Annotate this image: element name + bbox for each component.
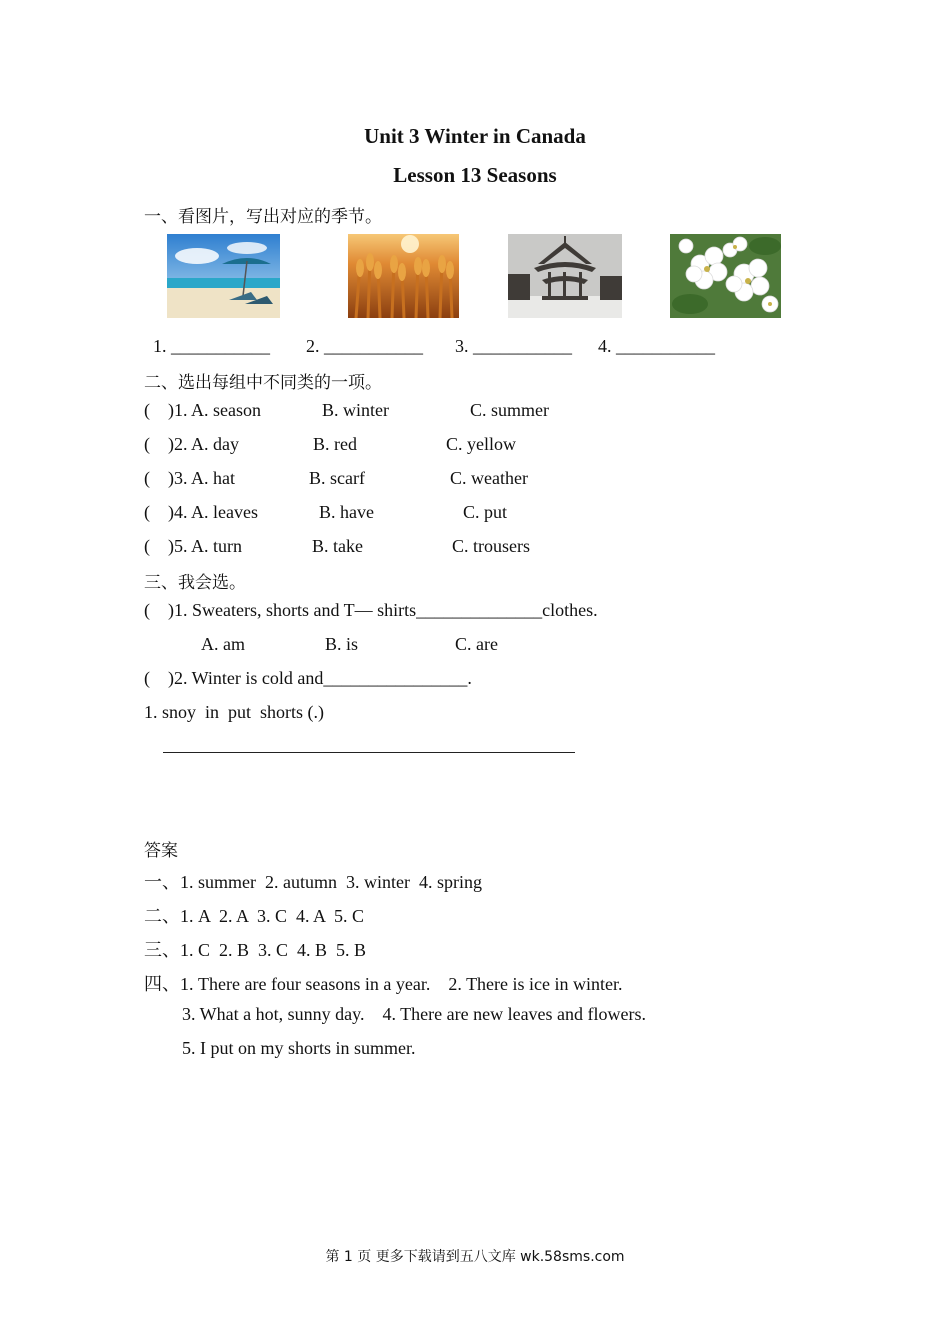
lesson-title: Lesson 13 Seasons [393,163,557,187]
q2-3-a: ( )3. A. hat [144,468,235,488]
answer-line-6: 5. I put on my shorts in summer. [182,1038,416,1058]
beach-umbrella-icon [167,234,280,318]
q3-1: ( )1. Sweaters, shorts and T— shirts______________clothes. [144,600,598,620]
q2-5-b: B. take [312,536,363,556]
wheat-field-icon [348,234,459,318]
q2-1-a: ( )1. A. season [144,400,261,420]
section1-heading: 一、看图片，写出对应的季节。 [144,207,382,227]
q2-3-c: C. weather [450,468,528,488]
q2-5-c: C. trousers [452,536,530,556]
answer-line [163,752,575,753]
q2-5-a: ( )5. A. turn [144,536,242,556]
answer-line-3: 三、1. C 2. B 3. C 4. B 5. B [144,940,367,960]
blank-2: 2. ___________ [306,336,423,356]
white-blossom-icon [670,234,781,318]
blank-3: 3. ___________ [455,336,572,356]
page-footer: 第 1 页 更多下载请到五八文库 wk.58sms.com [325,1249,625,1265]
unit-title: Unit 3 Winter in Canada [364,124,586,148]
answers-heading: 答案 [144,841,178,861]
blank-4: 4. ___________ [598,336,715,356]
answer-line-5: 3. What a hot, sunny day. 4. There are new leaves and flowers. [182,1004,647,1024]
q3-1-option-c: C. are [455,634,498,654]
answer-line-1: 一、1. summer 2. autumn 3. winter 4. spring [144,872,482,892]
pavilion-icon [508,234,622,318]
q2-3-b: B. scarf [309,468,365,488]
q4-1: 1. snoy in put shorts (.) [144,702,324,722]
q2-2-b: B. red [313,434,357,454]
blank-1: 1. ___________ [153,336,270,356]
q3-1-option-a: A. am [201,634,245,654]
q3-1-option-b: B. is [325,634,359,654]
q2-1-c: C. summer [470,400,549,420]
q3-2: ( )2. Winter is cold and________________. [144,668,472,688]
q2-2-c: C. yellow [446,434,516,454]
section3-heading: 三、我会选。 [144,573,246,593]
answer-line-2: 二、1. A 2. A 3. C 4. A 5. C [144,906,365,926]
q2-4-b: B. have [319,502,374,522]
q2-2-a: ( )2. A. day [144,434,239,454]
q2-4-a: ( )4. A. leaves [144,502,258,522]
q2-4-c: C. put [463,502,508,522]
q2-1-b: B. winter [322,400,389,420]
section2-heading: 二、选出每组中不同类的一项。 [144,373,382,393]
answer-line-4: 四、1. There are four seasons in a year. 2. There is ice in winter. [144,974,623,994]
